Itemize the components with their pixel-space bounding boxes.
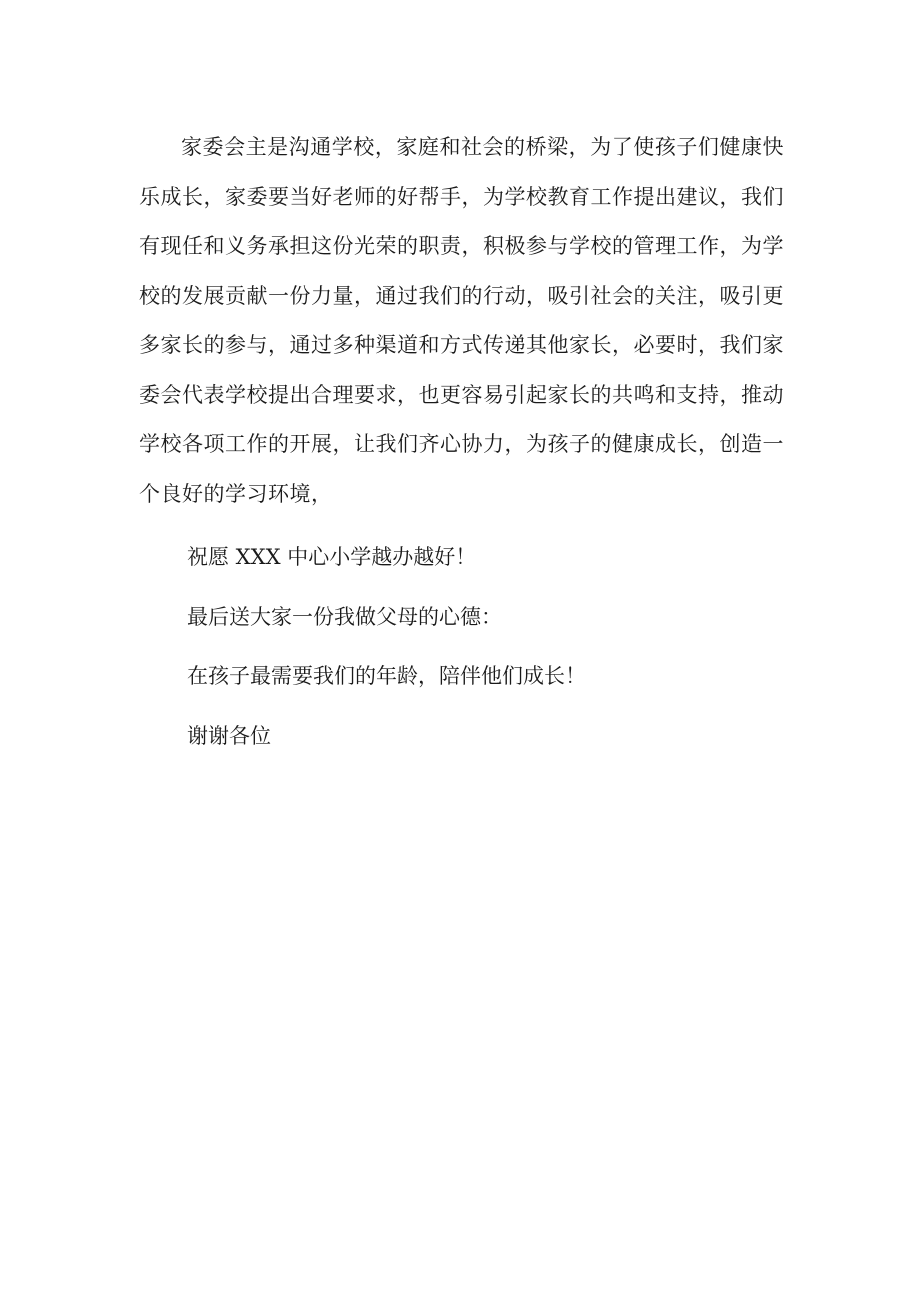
motto-line: 在孩子最需要我们的年龄，陪伴他们成长！: [187, 664, 586, 688]
paragraph-gap: [139, 583, 784, 593]
thanks-line: 谢谢各位: [187, 723, 271, 748]
gift-line: 最后送大家一份我做父母的心德：: [187, 604, 502, 629]
paragraph-gap: [139, 519, 784, 533]
paragraph-gap: [139, 702, 784, 712]
wish-line: 祝愿 XXX 中心小学越办越好！: [187, 545, 477, 569]
document-body: [139, 123, 784, 761]
paragraph-gap: [139, 642, 784, 652]
main-paragraph: 家委会主是沟通学校，家庭和社会的桥梁，为了使孩子们健康快乐成长，家委要当好老师的好帮手，为学校教育工作提出建议，我们有现任和义务承担这份光荣的职责，积极参与学校的管理工作，为学校的发展贡献一份力量，通过我们的行动，吸引社会的关注，吸引更多家长的参与，通过多种渠道和方式传递其他家长，必要时，我们家委会代表学校提出合理要求，也更容易引起家长的共鸣和支持，推动学校各项工作的开展，让我们齐心协力，为孩子的健康成长，创造一个良好的学习环境，: [139, 135, 784, 506]
